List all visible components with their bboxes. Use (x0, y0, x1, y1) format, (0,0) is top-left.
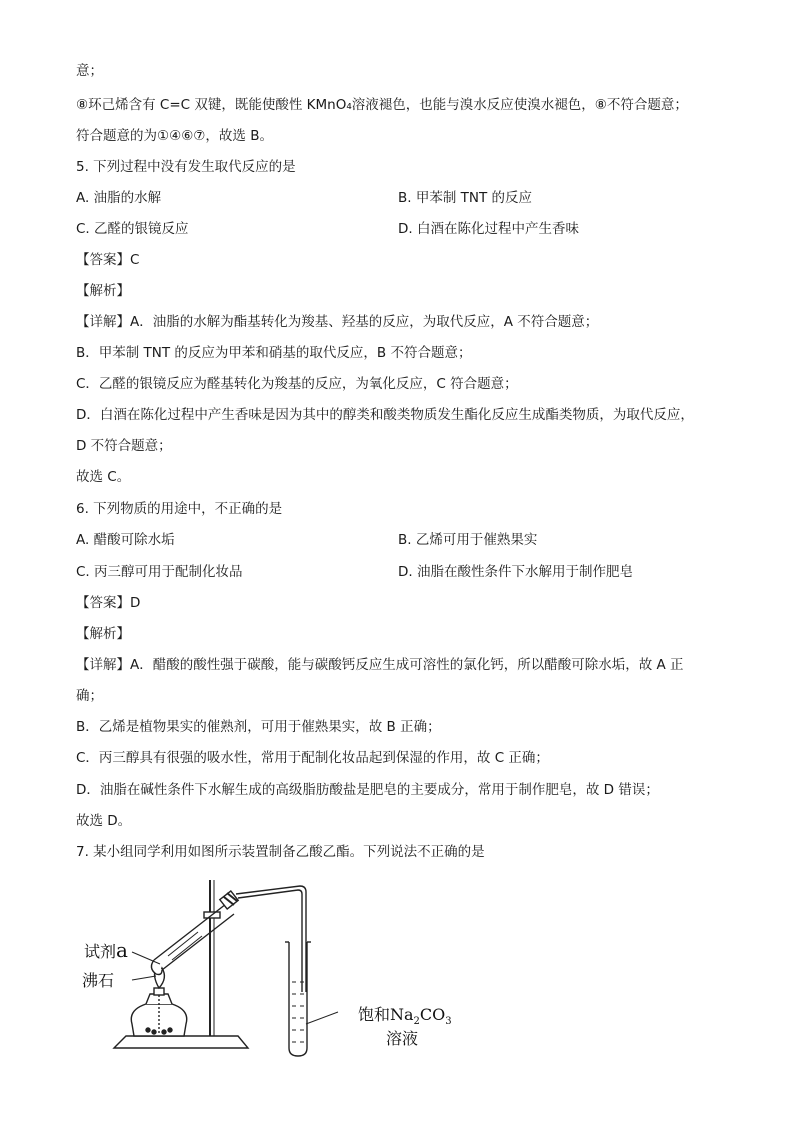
q6-detail: 确； (76, 688, 103, 704)
q6-detail: C．丙三醇具有很强的吸水性，常用于配制化妆品起到保湿的作用，故 C 正确； (76, 750, 549, 766)
q6-detail: D．油脂在碱性条件下水解生成的高级脂肪酸盐是肥皂的主要成分，常用于制作肥皂，故 D 错误； (76, 782, 659, 798)
solution-label: 饱和$Na_2CO_3$ (358, 1005, 452, 1028)
q5-detail: 【详解】A．油脂的水解为酯基转化为羧基、羟基的反应，为取代反应，A 不符合题意； (76, 314, 599, 330)
reaction-tube (154, 904, 234, 970)
q6-answer: 【答案】D (76, 595, 141, 611)
q5-analysis-heading: 【解析】 (76, 283, 130, 299)
q6-analysis-heading: 【解析】 (76, 626, 130, 642)
question-7-stem: 7. 某小组同学利用如图所示装置制备乙酸乙酯。下列说法不正确的是 (76, 844, 485, 860)
q6-detail: B．乙烯是植物果实的催熟剂，可用于催熟果实，故 B 正确； (76, 719, 441, 735)
receiving-tube (289, 942, 307, 1056)
q6-detail: 故选 D。 (76, 813, 132, 829)
ester-apparatus-diagram (76, 872, 476, 1062)
stand-base (114, 1036, 248, 1048)
q5-option-b: B. 甲苯制 TNT 的反应 (398, 190, 533, 206)
q5-detail: C．乙醛的银镜反应为醛基转化为羧基的反应，为氧化反应，C 符合题意； (76, 376, 518, 392)
text-line: ⑧环己烯含有 C=C 双键，既能使酸性 KMnO₄溶液褪色，也能与溴水反应使溴水褪色，⑧不符合题意； (76, 97, 688, 113)
q5-option-a: A. 油脂的水解 (76, 190, 162, 206)
q5-option-d: D. 白酒在陈化过程中产生香味 (398, 221, 579, 237)
q5-detail: D．白酒在陈化过程中产生香味是因为其中的醇类和酸类物质发生酯化反应生成酯类物质，为取代反应， (76, 407, 694, 423)
q5-answer: 【答案】C (76, 252, 140, 268)
boiling-stone-label: 沸石 (82, 971, 115, 990)
q5-option-c: C. 乙醛的银镜反应 (76, 221, 189, 237)
q6-detail: 【详解】A．醋酸的酸性强于碳酸，能与碳酸钙反应生成可溶性的氯化钙，所以醋酸可除水垢，故 A 正 (76, 657, 684, 673)
solution-label-2: 溶液 (386, 1029, 419, 1048)
q5-detail: B．甲苯制 TNT 的反应为甲苯和硝基的取代反应，B 不符合题意； (76, 345, 472, 361)
q5-detail: 故选 C。 (76, 469, 131, 485)
q6-option-a: A. 醋酸可除水垢 (76, 532, 175, 548)
leader-line (132, 976, 156, 980)
q6-option-c: C. 丙三醇可用于配制化妆品 (76, 564, 243, 580)
q6-option-d: D. 油脂在酸性条件下水解用于制作肥皂 (398, 564, 633, 580)
delivery-tube (236, 886, 306, 992)
q5-detail: D 不符合题意； (76, 438, 172, 454)
reagent-label: 试剂a (84, 938, 128, 962)
question-6-stem: 6. 下列物质的用途中，不正确的是 (76, 501, 283, 517)
text-line: 意； (76, 63, 103, 79)
text-line: 符合题意的为①④⑥⑦，故选 B。 (76, 128, 273, 144)
question-5-stem: 5. 下列过程中没有发生取代反应的是 (76, 159, 296, 175)
q6-option-b: B. 乙烯可用于催熟果实 (398, 532, 538, 548)
leader-line (306, 1012, 338, 1024)
